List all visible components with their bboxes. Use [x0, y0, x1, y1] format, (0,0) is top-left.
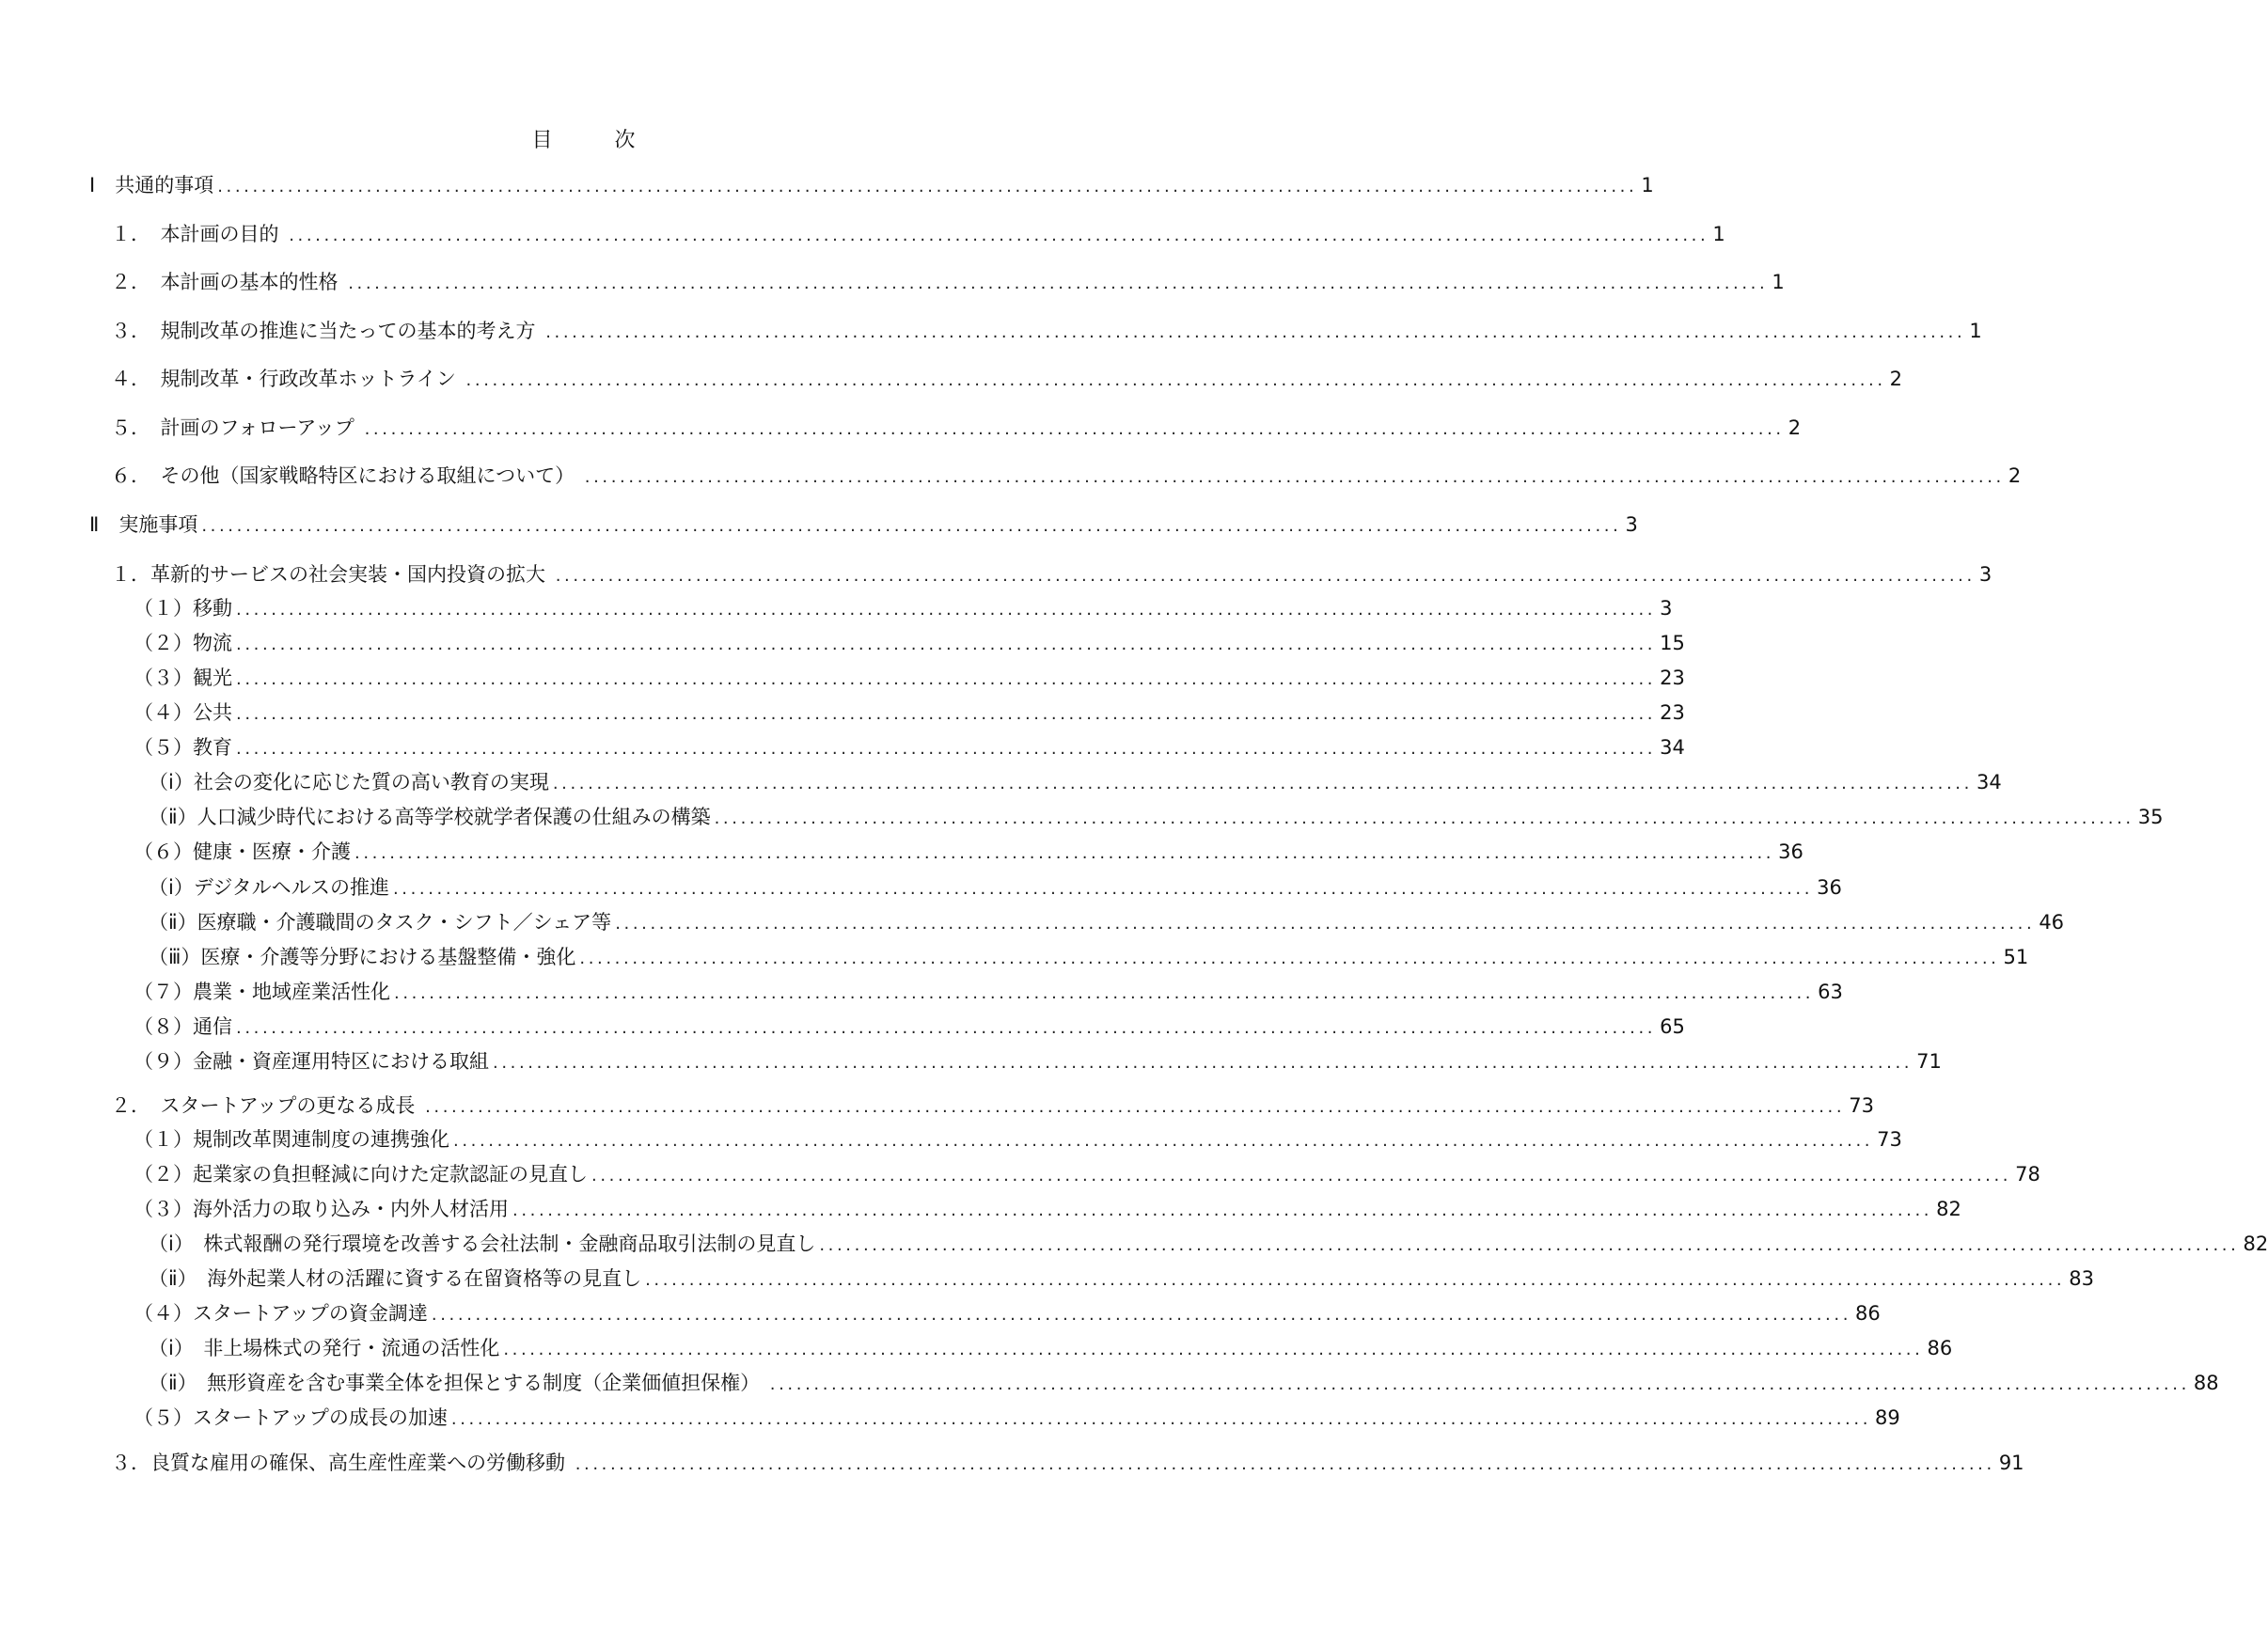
leader-dots: ..................................................................................................................................................................: [392, 879, 1814, 899]
toc-entry-label: ５． 計画のフォローアップ: [111, 416, 361, 439]
toc-entry[interactable]: [134, 699, 1685, 727]
toc-entry-label: （３）観光: [134, 667, 232, 689]
leader-dots: ..................................................................................................................................................................: [493, 1053, 1914, 1073]
toc-entry[interactable]: [134, 664, 1685, 692]
toc-entry-page: 83: [2069, 1267, 2094, 1290]
toc-entry-label: ４． 規制改革・行政改革ホットライン: [111, 368, 463, 390]
toc-entry-page: 34: [1660, 736, 1685, 759]
toc-entry-label: ３． 規制改革の推進に当たっての基本的考え方: [111, 320, 543, 342]
leader-dots: ..................................................................................................................................................................: [575, 1454, 1995, 1474]
leader-dots: ..................................................................................................................................................................: [819, 1235, 2240, 1255]
leader-dots: ..................................................................................................................................................................: [450, 1409, 1872, 1429]
toc-entry-label: （５）スタートアップの成長の加速: [134, 1406, 448, 1429]
toc-entry[interactable]: [111, 414, 1802, 442]
leader-dots: ..................................................................................................................................................................: [453, 1131, 1874, 1151]
toc-entry-page: 65: [1660, 1015, 1685, 1038]
toc-entry[interactable]: [134, 1195, 1961, 1223]
toc-entry-page: 71: [1916, 1050, 1942, 1073]
leader-dots: ..................................................................................................................................................................: [584, 467, 2005, 487]
toc-entry[interactable]: [89, 510, 1638, 539]
toc-entry-page: 86: [1855, 1302, 1881, 1325]
toc-entry-label: （８）通信: [134, 1015, 232, 1038]
toc-entry[interactable]: [134, 838, 1803, 866]
leader-dots: ..................................................................................................................................................................: [645, 1270, 2066, 1290]
toc-entry-page: 46: [2039, 911, 2065, 934]
toc-entry-page: 23: [1660, 701, 1685, 724]
toc-entry-label: １． 本計画の目的: [111, 223, 286, 245]
toc-entry-page: 51: [2003, 946, 2029, 968]
toc-entry-page: 1: [1641, 174, 1654, 196]
toc-entry-label: （４）スタートアップの資金調達: [134, 1302, 428, 1325]
toc-entry-label: ２． 本計画の基本的性格: [111, 271, 345, 293]
leader-dots: ..................................................................................................................................................................: [236, 600, 1657, 620]
toc-entry[interactable]: [134, 594, 1673, 622]
leader-dots: ..................................................................................................................................................................: [512, 1201, 1933, 1220]
toc-entry-page: 89: [1875, 1406, 1900, 1429]
toc-entry-page: 2: [2008, 464, 2022, 487]
toc-entry-label: （７）農業・地域産業活性化: [134, 981, 390, 1003]
toc-entry-label: （ⅲ）医療・介護等分野における基盤整備・強化: [149, 946, 576, 968]
toc-entry[interactable]: [111, 1449, 2024, 1477]
toc-entry-label: Ⅱ 実施事項: [89, 513, 198, 536]
toc-entry[interactable]: [149, 1230, 2268, 1258]
toc-entry[interactable]: [111, 365, 1903, 393]
toc-entry-page: 73: [1849, 1094, 1874, 1117]
toc-entry[interactable]: [134, 1404, 1900, 1432]
toc-entry[interactable]: [149, 873, 1842, 902]
toc-entry-page: 88: [2193, 1372, 2219, 1394]
leader-dots: ..................................................................................................................................................................: [236, 1018, 1657, 1038]
toc-entry[interactable]: [149, 908, 2065, 936]
toc-entry[interactable]: [89, 171, 1654, 199]
toc-entry-page: 91: [1998, 1452, 2024, 1474]
toc-entry-label: （ⅱ）人口減少時代における高等学校就学者保護の仕組みの構築: [149, 806, 711, 828]
toc-entry-page: 15: [1660, 632, 1685, 654]
toc-entry-label: （ⅰ）社会の変化に応じた質の高い教育の実現: [149, 771, 549, 793]
leader-dots: ..................................................................................................................................................................: [615, 914, 2036, 934]
toc-entry-label: （ⅰ） 株式報酬の発行環境を改善する会社法制・金融商品取引法制の見直し: [149, 1233, 816, 1255]
toc-entry-label: １．革新的サービスの社会実装・国内投資の拡大: [111, 563, 552, 586]
toc-entry[interactable]: [134, 978, 1843, 1006]
toc-entry[interactable]: [111, 268, 1785, 296]
toc-entry-page: 1: [1772, 271, 1785, 293]
toc-entry-label: （１）移動: [134, 597, 232, 620]
toc-entry-label: （２）物流: [134, 632, 232, 654]
toc-entry-page: 82: [2243, 1233, 2268, 1255]
toc-entry-page: 1: [1969, 320, 1982, 342]
toc-entry[interactable]: [134, 1047, 1942, 1076]
toc-entry[interactable]: [134, 629, 1685, 657]
toc-entry[interactable]: [111, 317, 1982, 345]
toc-entry-page: 82: [1936, 1198, 1961, 1220]
leader-dots: ..................................................................................................................................................................: [289, 226, 1709, 245]
toc-entry-label: （ⅱ） 無形資産を含む事業全体を担保とする制度（企業価値担保権）: [149, 1372, 766, 1394]
leader-dots: ..................................................................................................................................................................: [354, 843, 1775, 863]
leader-dots: ..................................................................................................................................................................: [236, 739, 1657, 759]
toc-entry-label: （４）公共: [134, 701, 232, 724]
leader-dots: ..................................................................................................................................................................: [579, 949, 2000, 968]
toc-entry-label: ２． スタートアップの更なる成長: [111, 1094, 422, 1117]
toc-entry-page: 2: [1788, 416, 1802, 439]
toc-entry-label: （ⅰ）デジタルヘルスの推進: [149, 876, 389, 899]
toc-entry[interactable]: [149, 943, 2029, 971]
toc-entry-page: 1: [1712, 223, 1725, 245]
leader-dots: ..................................................................................................................................................................: [555, 566, 1976, 586]
toc-entry[interactable]: [149, 803, 2164, 831]
toc-entry-label: （６）健康・医療・介護: [134, 840, 351, 863]
toc-entry-page: 78: [2015, 1163, 2040, 1186]
toc-entry[interactable]: [149, 1369, 2219, 1397]
leader-dots: ..................................................................................................................................................................: [348, 274, 1769, 293]
toc-entry[interactable]: [134, 1013, 1685, 1041]
toc-entry-page: 36: [1778, 840, 1803, 863]
toc-entry[interactable]: [149, 768, 2002, 796]
toc-entry-page: 2: [1889, 368, 1903, 390]
toc-entry-label: Ⅰ 共通的事項: [89, 174, 214, 196]
page-title: 目 次: [531, 129, 656, 152]
toc-entry-label: （３）海外活力の取り込み・内外人材活用: [134, 1198, 509, 1220]
toc-entry-page: 73: [1877, 1128, 1902, 1151]
leader-dots: ..................................................................................................................................................................: [217, 177, 1638, 196]
toc-entry[interactable]: [134, 1125, 1902, 1154]
toc-entry-label: ３．良質な雇用の確保、高生産性産業への労働移動: [111, 1452, 572, 1474]
toc-entry[interactable]: [149, 1334, 1953, 1362]
toc-entry-page: 3: [1660, 597, 1673, 620]
toc-entry-page: 3: [1978, 563, 1992, 586]
toc-entry-label: （１）規制改革関連制度の連携強化: [134, 1128, 449, 1151]
leader-dots: ..................................................................................................................................................................: [236, 669, 1657, 689]
toc-entry[interactable]: [134, 1299, 1881, 1327]
leader-dots: ..................................................................................................................................................................: [394, 983, 1815, 1003]
toc-entry-label: ６． その他（国家戦略特区における取組について）: [111, 464, 581, 487]
toc-entry[interactable]: [111, 462, 2022, 490]
leader-dots: ..................................................................................................................................................................: [769, 1374, 2190, 1394]
toc-entry-label: （５）教育: [134, 736, 232, 759]
leader-dots: ..................................................................................................................................................................: [431, 1305, 1852, 1325]
toc-entry[interactable]: [149, 1264, 2094, 1293]
toc-entry-label: （ⅱ）医療職・介護職間のタスク・シフト／シェア等: [149, 911, 612, 934]
leader-dots: ..................................................................................................................................................................: [364, 419, 1785, 439]
leader-dots: ..................................................................................................................................................................: [465, 370, 1886, 390]
toc-entry-page: 63: [1818, 981, 1843, 1003]
leader-dots: ..................................................................................................................................................................: [425, 1097, 1846, 1117]
toc-entry-label: （ⅱ） 海外起業人材の活躍に資する在留資格等の見直し: [149, 1267, 642, 1290]
toc-entry[interactable]: [134, 1160, 2040, 1188]
toc-entry-label: （９）金融・資産運用特区における取組: [134, 1050, 489, 1073]
toc-entry-page: 23: [1660, 667, 1685, 689]
toc-entry[interactable]: [111, 1091, 1874, 1120]
toc-entry-page: 86: [1927, 1337, 1953, 1359]
toc-entry[interactable]: [111, 220, 1725, 248]
toc-entry[interactable]: [134, 733, 1685, 762]
leader-dots: ..................................................................................................................................................................: [552, 774, 1973, 793]
toc-entry-page: 3: [1625, 513, 1638, 536]
toc-entry[interactable]: [111, 560, 1992, 589]
leader-dots: ..................................................................................................................................................................: [503, 1340, 1924, 1359]
toc-entry-page: 36: [1817, 876, 1842, 899]
leader-dots: ..................................................................................................................................................................: [236, 635, 1657, 654]
leader-dots: ..................................................................................................................................................................: [545, 322, 1966, 342]
leader-dots: ..................................................................................................................................................................: [591, 1166, 2012, 1186]
toc-entry-page: 34: [1976, 771, 2002, 793]
toc-entry-label: （２）起業家の負担軽減に向けた定款認証の見直し: [134, 1163, 588, 1186]
leader-dots: ..................................................................................................................................................................: [201, 516, 1622, 536]
leader-dots: ..................................................................................................................................................................: [236, 704, 1657, 724]
toc-entry-page: 35: [2137, 806, 2164, 828]
leader-dots: ..................................................................................................................................................................: [714, 809, 2134, 828]
toc-entry-label: （ⅰ） 非上場株式の発行・流通の活性化: [149, 1337, 500, 1359]
